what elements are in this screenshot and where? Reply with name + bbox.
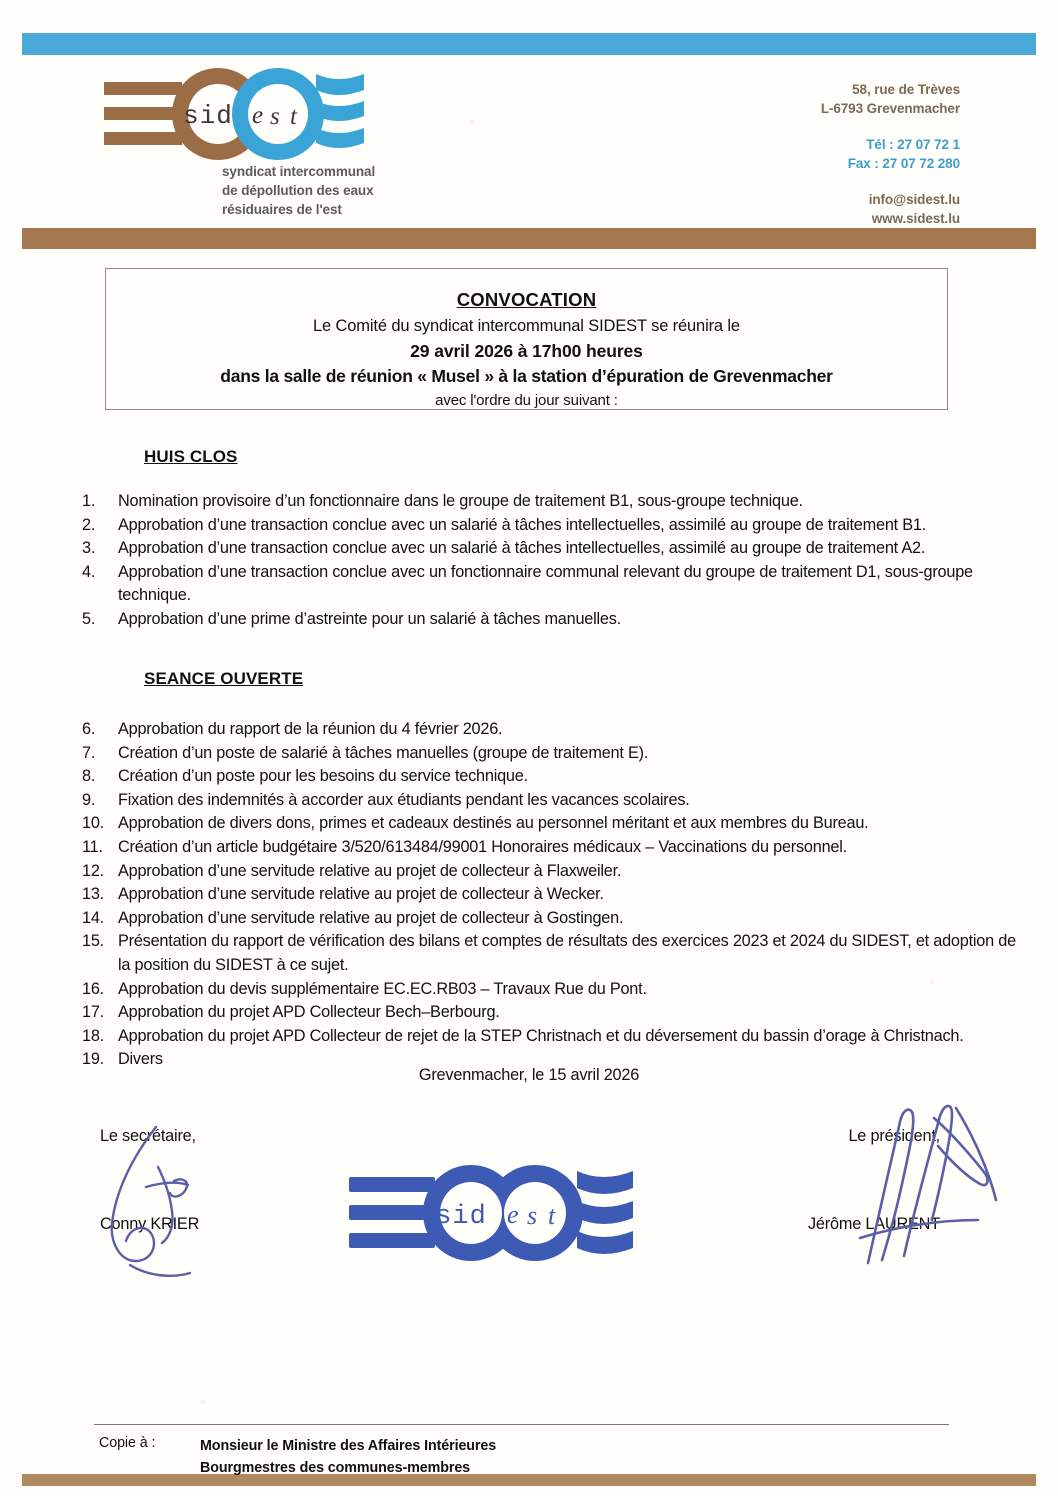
agenda-item-text: Approbation d’une prime d’astreinte pour un salarié à tâches manuelles. bbox=[118, 609, 621, 628]
agenda-item bbox=[78, 490, 1028, 514]
agenda-item bbox=[78, 765, 1028, 789]
agenda-item-text: Création d’un article budgétaire 3/520/613484/99001 Honoraires médicaux – Vaccinations du personnel. bbox=[118, 837, 847, 856]
agenda-item-text: Approbation de divers dons, primes et cadeaux destinés au personnel méritant et aux membres du Bureau. bbox=[118, 814, 869, 833]
agenda-item-number: 18. bbox=[82, 1026, 104, 1045]
agenda-list-seance-ouverte bbox=[78, 718, 1028, 1072]
agenda-item-number: 5. bbox=[82, 609, 96, 628]
agenda-item-text: Approbation d’une transaction conclue avec un fonctionnaire communal relevant du groupe de traitement D1, sous-groupe technique. bbox=[118, 562, 973, 605]
agenda-item-number: 14. bbox=[82, 908, 104, 927]
logo-tagline bbox=[222, 162, 422, 219]
agenda-item-text: Création d’un poste de salarié à tâches manuelles (groupe de traitement E). bbox=[118, 743, 649, 762]
footer-brown-rule bbox=[22, 1474, 1036, 1486]
agenda-item-number: 1. bbox=[82, 492, 96, 510]
convocation-location: dans la salle de réunion « Musel » à la station d’épuration de Grevenmacher bbox=[220, 366, 833, 386]
agenda-item-text: Approbation du projet APD Collecteur Bech–Berbourg. bbox=[118, 1003, 500, 1022]
agenda-item bbox=[78, 537, 1028, 561]
svg-text:e: e bbox=[252, 102, 264, 129]
secretary-name: Conny KRIER bbox=[100, 1215, 200, 1233]
agenda-item-text: Création d’un poste pour les besoins du service technique. bbox=[118, 767, 528, 786]
contact-email[interactable]: info@sidest.lu bbox=[868, 192, 960, 207]
footer-divider bbox=[94, 1424, 949, 1425]
agenda-item bbox=[78, 608, 1028, 632]
sidest-logo-mark bbox=[100, 66, 370, 166]
svg-text:sid: sid bbox=[435, 1202, 487, 1232]
agenda-item-number: 7. bbox=[82, 743, 96, 762]
agenda-item-text: Approbation du rapport de la réunion du 4 février 2026. bbox=[118, 720, 503, 738]
sidest-official-stamp bbox=[345, 1163, 665, 1268]
secretary-label: Le secrétaire, bbox=[100, 1127, 196, 1145]
agenda-item-text: Fixation des indemnités à accorder aux étudiants pendant les vacances scolaires. bbox=[118, 790, 690, 809]
agenda-item-number: 11. bbox=[82, 837, 103, 856]
section-heading-huis-clos: HUIS CLOS bbox=[144, 447, 238, 466]
agenda-item bbox=[78, 860, 1028, 884]
agenda-item-number: 16. bbox=[82, 979, 104, 998]
copy-recipient-1: Monsieur le Ministre des Affaires Intérieures bbox=[200, 1438, 497, 1454]
agenda-item-text: Approbation du projet APD Collecteur de rejet de la STEP Christnach et du déversement du bassin d’orage à Christnach. bbox=[118, 1026, 964, 1045]
copy-recipients bbox=[200, 1435, 496, 1479]
sidest-logo bbox=[100, 66, 376, 226]
agenda-item-number: 19. bbox=[82, 1050, 104, 1069]
header-brown-rule bbox=[22, 228, 1036, 249]
agenda-item bbox=[78, 1001, 1028, 1025]
scan-speck bbox=[470, 120, 475, 124]
agenda-item bbox=[78, 836, 1028, 860]
agenda-item-number: 3. bbox=[82, 539, 96, 558]
agenda-item bbox=[78, 1025, 1028, 1049]
agenda-item bbox=[78, 718, 1028, 742]
svg-text:t: t bbox=[548, 1201, 556, 1230]
agenda-item-number: 9. bbox=[82, 790, 96, 809]
agenda-item bbox=[78, 561, 1028, 608]
svg-text:s: s bbox=[527, 1201, 538, 1230]
contact-city: L-6793 Grevenmacher bbox=[820, 101, 960, 116]
president-signature-ink bbox=[838, 1088, 1023, 1278]
tagline-line-1: syndicat intercommunal bbox=[222, 164, 376, 179]
agenda-item bbox=[78, 514, 1028, 538]
agenda-item-number: 17. bbox=[82, 1003, 104, 1022]
convocation-line-1: Le Comité du syndicat intercommunal SIDEST se réunira le bbox=[313, 317, 740, 335]
tagline-line-3: résiduaires de l'est bbox=[222, 202, 342, 217]
contact-fax: Fax : 27 07 72 280 bbox=[847, 156, 960, 171]
agenda-item bbox=[78, 930, 1028, 977]
agenda-item-text: Approbation d’une transaction conclue avec un salarié à tâches intellectuelles, assimilé au groupe de traitement B1. bbox=[118, 515, 927, 534]
contact-street: 58, rue de Trèves bbox=[852, 82, 960, 97]
agenda-item bbox=[78, 907, 1028, 931]
agenda-list-huis-clos bbox=[78, 490, 1028, 632]
agenda-item-number: 2. bbox=[82, 515, 96, 534]
copy-recipient-2: Bourgmestres des communes-membres bbox=[200, 1460, 471, 1476]
agenda-item-text: Présentation du rapport de vérification des bilans et comptes de résultats des exercices 2023 et 2024 du SIDEST, et adoption de la position du SIDEST à ce sujet. bbox=[118, 932, 1016, 974]
convocation-datetime: 29 avril 2026 à 17h00 heures bbox=[410, 341, 643, 361]
agenda-item-number: 12. bbox=[82, 861, 104, 880]
agenda-item bbox=[78, 978, 1028, 1002]
agenda-item-text: Approbation d’une servitude relative au projet de collecteur à Wecker. bbox=[118, 885, 604, 904]
agenda-item-number: 15. bbox=[82, 932, 104, 951]
agenda-item-text: Approbation d’une transaction conclue avec un salarié à tâches intellectuelles, assimilé au groupe de traitement A2. bbox=[118, 539, 926, 558]
agenda-item bbox=[78, 742, 1028, 766]
contact-tel: Tél : 27 07 72 1 bbox=[866, 137, 960, 152]
agenda-item bbox=[78, 883, 1028, 907]
agenda-item-number: 10. bbox=[82, 814, 104, 833]
president-name: Jérôme LAURENT bbox=[807, 1215, 940, 1233]
contact-website[interactable]: www.sidest.lu bbox=[871, 211, 960, 226]
convocation-agenda-intro: avec l'ordre du jour suivant : bbox=[435, 392, 618, 409]
scan-speck bbox=[200, 1400, 205, 1404]
svg-text:s: s bbox=[270, 103, 280, 130]
section-heading-seance-ouverte: SEANCE OUVERTE bbox=[144, 669, 304, 688]
contact-block bbox=[821, 80, 960, 228]
agenda-item-number: 8. bbox=[82, 767, 96, 786]
agenda-item-text: Divers bbox=[118, 1050, 163, 1069]
place-and-date: Grevenmacher, le 15 avril 2026 bbox=[418, 1066, 640, 1084]
president-label: Le président, bbox=[848, 1127, 940, 1145]
agenda-item bbox=[78, 789, 1028, 813]
svg-text:e: e bbox=[507, 1200, 519, 1229]
agenda-item-text: Approbation du devis supplémentaire EC.EC.RB03 – Travaux Rue du Pont. bbox=[118, 979, 647, 998]
agenda-item-text: Approbation d’une servitude relative au projet de collecteur à Gostingen. bbox=[118, 908, 624, 927]
tagline-line-2: de dépollution des eaux bbox=[222, 183, 374, 198]
agenda-item-number: 4. bbox=[82, 562, 96, 581]
agenda-item-text: Nomination provisoire d’un fonctionnaire dans le groupe de traitement B1, sous-groupe technique. bbox=[118, 492, 803, 510]
convocation-title: CONVOCATION bbox=[456, 289, 597, 310]
copy-label: Copie à : bbox=[99, 1435, 156, 1451]
header-blue-rule bbox=[22, 33, 1036, 55]
svg-text:t: t bbox=[290, 103, 297, 130]
agenda-item-text: Approbation d’une servitude relative au projet de collecteur à Flaxweiler. bbox=[118, 861, 622, 880]
svg-text:sid: sid bbox=[183, 101, 233, 131]
convocation-box bbox=[105, 268, 948, 410]
agenda-item-number: 6. bbox=[82, 720, 96, 738]
agenda-item-number: 13. bbox=[82, 885, 104, 904]
agenda-item bbox=[78, 812, 1028, 836]
